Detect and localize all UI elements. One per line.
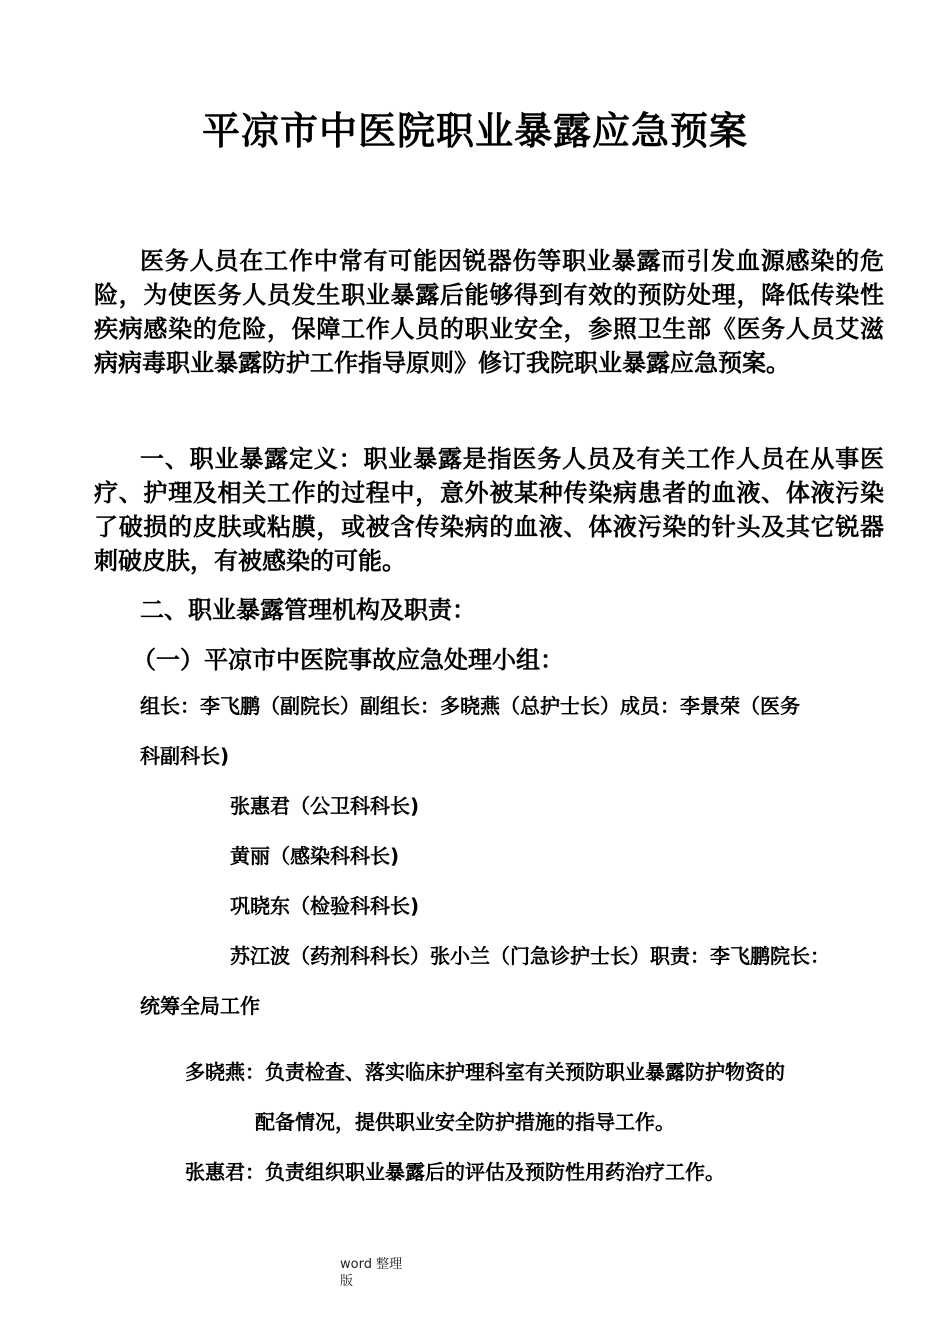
duty-duo-line-1: 多晓燕：负责检查、落实临床护理科室有关预防职业暴露防护物资的 xyxy=(185,1060,785,1084)
duty-duo-line-2: 配备情况，提供职业安全防护措施的指导工作。 xyxy=(255,1110,675,1134)
section-1-definition: 一、职业暴露定义：职业暴露是指医务人员及有关工作人员在从事医疗、护理及相关工作的过程中，意外被某种传染病患者的血液、体液污染了破损的皮肤或粘膜，或被含传染病的血液、体液污染的针头及其它锐器刺破皮肤，有被感染的可能。 xyxy=(94,445,884,575)
document-title: 平凉市中医院职业暴露应急预案 xyxy=(201,109,748,153)
subsection-1-heading: （一）平凉市中医院事故应急处理小组： xyxy=(132,646,564,674)
intro-paragraph: 医务人员在工作中常有可能因锐器伤等职业暴露而引发血源感染的危险，为使医务人员发生职业暴露后能够得到有效的预防处理，降低传染性疾病感染的危险，保障工作人员的职业安全，参照卫生部《医务人员艾滋病病毒职业暴露防护工作指导原则》修订我院职业暴露应急预案。 xyxy=(94,247,884,377)
members-line-2: 科副科长) xyxy=(140,744,230,768)
members-line-6: 苏江波（药剂科科长）张小兰（门急诊护士长）职责：李飞鹏院长： xyxy=(230,944,830,968)
members-line-7: 统筹全局工作 xyxy=(140,994,260,1018)
section-2-heading: 二、职业暴露管理机构及职责： xyxy=(140,596,476,624)
member-gong-xiaodong: 巩晓东（检验科科长) xyxy=(230,894,420,918)
duty-zhang-huijun: 张惠君：负责组织职业暴露后的评估及预防性用药治疗工作。 xyxy=(185,1160,725,1184)
member-zhang-huijun: 张惠君（公卫科科长) xyxy=(230,794,420,818)
footer-note: word 整理版 xyxy=(340,1257,403,1289)
members-line-1: 组长：李飞鹏（副院长）副组长：多晓燕（总护士长）成员：李景荣（医务 xyxy=(140,694,800,718)
member-huang-li: 黄丽（感染科科长) xyxy=(230,844,400,868)
